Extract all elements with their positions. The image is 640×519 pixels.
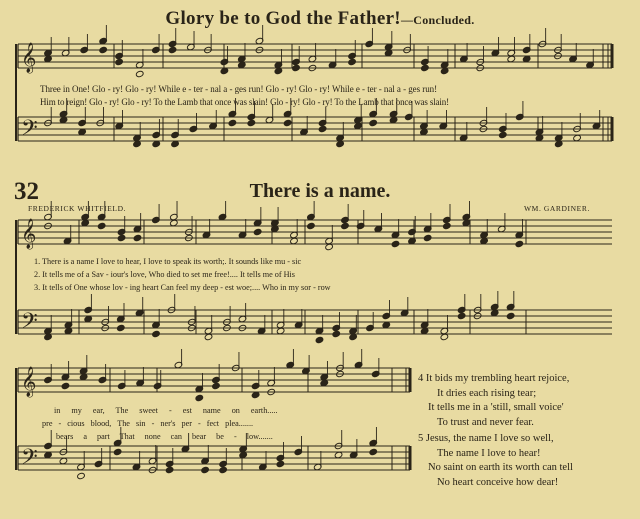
notehead <box>421 64 430 71</box>
notehead <box>219 466 228 473</box>
notehead <box>135 70 144 77</box>
notehead <box>212 382 221 389</box>
lyric-line: 1. There is a name I love to hear, I love to speak its worth;. It sounds like mu - sic <box>34 257 302 266</box>
notehead <box>253 228 262 235</box>
verse-line: It dries each rising tear; <box>437 387 537 399</box>
notehead <box>318 125 327 132</box>
notehead <box>341 222 350 229</box>
hymn-number: 32 <box>14 178 39 205</box>
notehead <box>77 472 86 479</box>
verse-line: No saint on earth its worth can tell <box>428 462 573 473</box>
notehead <box>506 312 515 319</box>
notehead <box>201 466 210 473</box>
notehead <box>276 460 285 467</box>
notehead <box>117 234 126 241</box>
notehead <box>283 119 292 126</box>
notehead <box>499 131 508 138</box>
verse-line: 4 It bids my trembling heart rejoice, <box>418 373 570 384</box>
notehead <box>168 46 177 53</box>
title-suffix: —Concluded. <box>400 13 475 27</box>
notehead <box>117 324 126 331</box>
notehead <box>391 240 400 247</box>
verse-line: No heart conceive how dear! <box>437 476 559 488</box>
notehead <box>152 330 161 337</box>
lyric-line: bears a part That none can bear be - low....... <box>56 432 273 441</box>
notehead <box>247 119 256 126</box>
verse-line: The name I love to hear! <box>437 447 541 459</box>
notehead <box>97 222 106 229</box>
verse-5 <box>418 432 573 490</box>
hymn-title: There is a name. <box>249 180 391 202</box>
page-title <box>0 8 640 30</box>
composer-credit: WM. GARDINER. <box>524 204 590 213</box>
verse-number: 5 <box>418 433 424 444</box>
bass-clef: 𝄢 <box>21 445 38 475</box>
notehead <box>292 64 301 71</box>
notehead <box>61 382 70 389</box>
notehead <box>99 46 108 53</box>
notehead <box>195 394 204 401</box>
notehead <box>133 234 142 241</box>
lyric-line: pre - cious blood, The sin - ner's per - fect plea....... <box>42 419 254 428</box>
verse-line: To trust and never fear. <box>437 416 534 428</box>
notehead <box>113 448 122 455</box>
lyric-line: 2. It tells me of a Sav - iour's love, Who died to set me free!.... It tells me of His <box>34 270 295 279</box>
notehead <box>348 58 357 65</box>
verse-4 <box>418 372 569 430</box>
notehead <box>369 119 378 126</box>
bass-clef: 𝄢 <box>21 116 38 146</box>
notehead <box>228 119 237 126</box>
treble-clef: 𝄞 <box>21 219 37 249</box>
title-text: Glory be to God the Father! <box>165 8 401 29</box>
notehead <box>443 222 452 229</box>
author-credit: FREDERICK WHITFIELD. <box>28 204 127 213</box>
lyric-line: Three in One! Glo - ry! Glo - ry! While e - ter - nal a - ges run! Glo - ry! Glo - ry! While e - ter - nal a - ges run! <box>40 84 438 94</box>
notehead <box>307 222 316 229</box>
notehead <box>315 336 324 343</box>
lyric-line: in my ear, The sweet - est name on earth..... <box>54 406 278 415</box>
treble-clef: 𝄞 <box>21 367 37 397</box>
treble-clef: 𝄞 <box>21 43 37 73</box>
notehead <box>515 240 524 247</box>
verse-line: It tells me in a 'still, small voice' <box>428 402 564 413</box>
verse-line: 5 Jesus, the name I love so well, <box>418 433 554 444</box>
notehead <box>423 234 432 241</box>
notehead <box>165 466 174 473</box>
notehead <box>332 330 341 337</box>
verse-number: 4 <box>418 373 424 384</box>
lyric-line: Him to reign! Glo - ry! Glo - ry! To the Lamb that once was slain! Glo - ry! Glo - ry! To the Lamb that once was slain! <box>40 97 449 107</box>
lyric-line: 3. It tells of One whose lov - ing heart Can feel my deep - est woe;.... Who in my sor - row <box>34 283 331 292</box>
bass-clef: 𝄢 <box>21 309 38 339</box>
notehead <box>369 448 378 455</box>
notehead <box>457 312 466 319</box>
notehead <box>115 58 124 65</box>
